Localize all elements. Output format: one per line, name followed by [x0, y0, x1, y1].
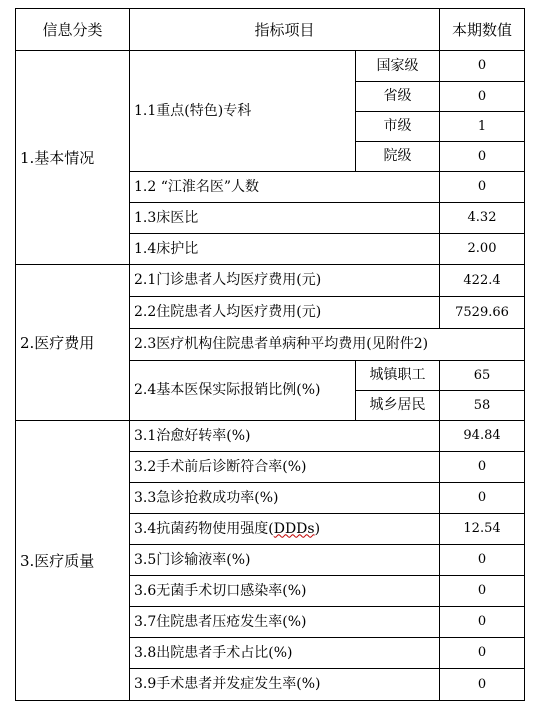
header-category: 信息分类	[16, 9, 130, 51]
indicator-value: 12.54	[440, 514, 525, 545]
indicator-table	[15, 8, 525, 701]
indicator-value: 0	[440, 172, 525, 203]
indicator-label: 2.1门诊患者人均医疗费用(元)	[130, 265, 440, 297]
indicator-value: 94.84	[440, 421, 525, 452]
indicator-value: 65	[440, 361, 525, 391]
category-quality: 3.医疗质量	[16, 421, 130, 701]
header-indicator: 指标项目	[130, 9, 440, 51]
indicator-label: 2.3医疗机构住院患者单病种平均费用(见附件2)	[130, 329, 525, 361]
indicator-value: 0	[440, 82, 525, 112]
indicator-value: 2.00	[440, 234, 525, 265]
indicator-value: 4.32	[440, 203, 525, 234]
indicator-value: 0	[440, 607, 525, 638]
category-cost: 2.医疗费用	[16, 265, 130, 421]
table-row	[16, 265, 525, 297]
indicator-value: 422.4	[440, 265, 525, 297]
sub-label: 院级	[356, 142, 440, 172]
indicator-label: 3.3急诊抢救成功率(%)	[130, 483, 440, 514]
indicator-label: 2.4基本医保实际报销比例(%)	[130, 361, 356, 421]
indicator-label: 3.1治愈好转率(%)	[130, 421, 440, 452]
sub-label: 省级	[356, 82, 440, 112]
indicator-value: 1	[440, 112, 525, 142]
indicator-label: 3.9手术患者并发症发生率(%)	[130, 669, 440, 701]
indicator-value: 0	[440, 483, 525, 514]
table-row	[16, 51, 525, 82]
table-row	[16, 421, 525, 452]
indicator-value: 0	[440, 51, 525, 82]
indicator-value: 0	[440, 142, 525, 172]
indicator-label: 2.2住院患者人均医疗费用(元)	[130, 297, 440, 329]
indicator-value: 0	[440, 545, 525, 576]
indicator-label: 3.6无菌手术切口感染率(%)	[130, 576, 440, 607]
indicator-value: 7529.66	[440, 297, 525, 329]
indicator-value: 0	[440, 576, 525, 607]
indicator-label: 3.7住院患者压疮发生率(%)	[130, 607, 440, 638]
indicator-label: 3.8出院患者手术占比(%)	[130, 638, 440, 669]
indicator-label-end: )	[314, 520, 321, 537]
indicator-value: 0	[440, 638, 525, 669]
sub-label: 国家级	[356, 51, 440, 82]
indicator-value: 0	[440, 669, 525, 701]
indicator-label: 3.2手术前后诊断符合率(%)	[130, 452, 440, 483]
indicator-label: 1.1重点(特色)专科	[130, 51, 356, 172]
header-row	[16, 9, 525, 51]
sub-label: 市级	[356, 112, 440, 142]
indicator-value: 58	[440, 391, 525, 421]
indicator-label-unit: DDDs	[273, 520, 315, 537]
sub-label: 城镇职工	[356, 361, 440, 391]
indicator-label: 3.5门诊输液率(%)	[130, 545, 440, 576]
indicator-label: 1.4床护比	[130, 234, 440, 265]
indicator-label-main: 3.4抗菌药物使用强度(	[134, 520, 274, 537]
indicator-label: 1.2 “江淮名医”人数	[130, 172, 440, 203]
category-basic: 1.基本情况	[16, 51, 130, 265]
indicator-label: 1.3床医比	[130, 203, 440, 234]
indicator-label	[130, 514, 440, 545]
sub-label: 城乡居民	[356, 391, 440, 421]
header-value: 本期数值	[440, 9, 525, 51]
indicator-value: 0	[440, 452, 525, 483]
